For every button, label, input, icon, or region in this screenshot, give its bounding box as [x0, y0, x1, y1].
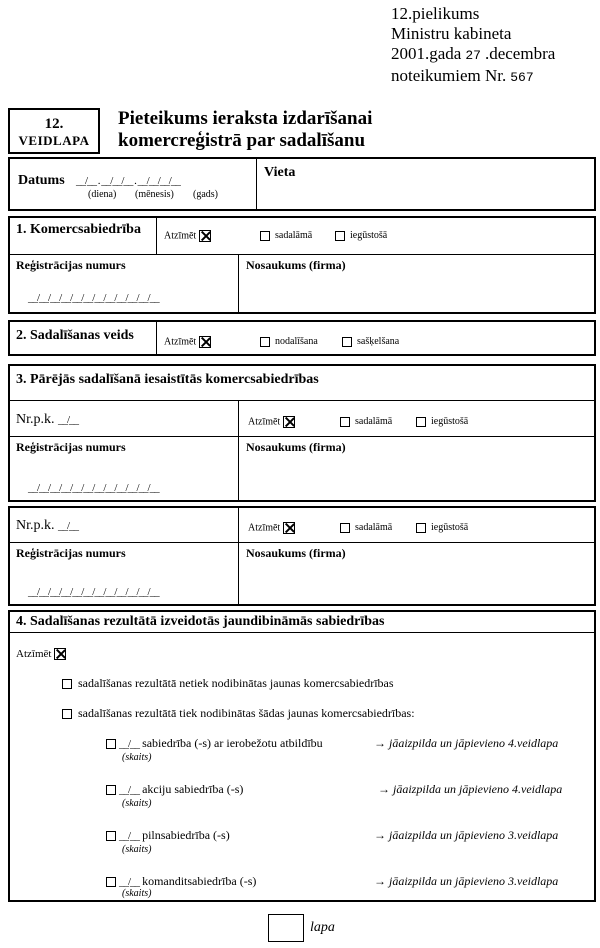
checkbox-icon[interactable]	[106, 785, 116, 795]
company-type-jsc[interactable]: __/__ akciju sabiedrība (-s)	[106, 782, 243, 797]
section-1-opt1[interactable]: sadalāmā	[260, 230, 312, 241]
header-date: 2001.gada 27 .decembra	[391, 44, 556, 63]
section-2	[8, 320, 596, 356]
checkbox-icon[interactable]	[106, 831, 116, 841]
section-3-reg-input[interactable]: __/__/__/__/__/__/__/__/__/__/__/__	[28, 482, 159, 494]
company-type-limited[interactable]: __/__ komanditsabiedrība (-s)	[106, 874, 256, 889]
company-type-llc[interactable]: __/__ sabiedrība (-s) ar ierobežotu atbildību	[106, 736, 323, 751]
section-3b-opt2[interactable]: iegūstošā	[416, 522, 468, 533]
checkbox-icon[interactable]	[416, 523, 426, 533]
marked-checkbox-icon	[54, 648, 66, 660]
checkbox-icon[interactable]	[260, 231, 270, 241]
section-1-mark: Atzīmēt	[164, 230, 211, 242]
section-3b-nr[interactable]: Nr.p.k. __/__	[16, 518, 79, 533]
checkbox-icon[interactable]	[342, 337, 352, 347]
checkbox-icon[interactable]	[340, 417, 350, 427]
section-3b-reg-input[interactable]: __/__/__/__/__/__/__/__/__/__/__/__	[28, 586, 159, 598]
place-label: Vieta	[264, 165, 296, 180]
page-number-box[interactable]	[268, 914, 304, 942]
action-general: → jāaizpilda un jāpievieno 3.veidlapa	[374, 828, 559, 842]
checkbox-icon[interactable]	[340, 523, 350, 533]
company-type-general[interactable]: __/__ pilnsabiedrība (-s)	[106, 828, 230, 843]
section-3b-reg-label: Reģistrācijas numurs	[16, 546, 126, 560]
section-3-opt2[interactable]: iegūstošā	[416, 416, 468, 427]
checkbox-icon[interactable]	[416, 417, 426, 427]
date-day-hint: (diena)	[88, 189, 117, 200]
section-3-mark: Atzīmēt	[248, 416, 295, 428]
marked-checkbox-icon	[283, 522, 295, 534]
header-rules: noteikumiem Nr. 567	[391, 66, 534, 85]
form-label: VEIDLAPA	[18, 133, 90, 148]
section-1-reg-input[interactable]: __/__/__/__/__/__/__/__/__/__/__/__	[28, 292, 159, 304]
appendix-header	[391, 4, 555, 88]
section-3	[8, 364, 596, 502]
checkbox-icon[interactable]	[62, 709, 72, 719]
marked-checkbox-icon	[283, 416, 295, 428]
section-4-opt2[interactable]: sadalīšanas rezultātā tiek nodibinātas šādas jaunas komercsabiedrības:	[62, 706, 415, 721]
form-title	[118, 108, 372, 152]
count-hint: (skaits)	[122, 752, 152, 763]
section-2-mark: Atzīmēt	[164, 336, 211, 348]
form-number: 12.	[44, 116, 64, 132]
date-month-hint: (mēnesis)	[135, 189, 174, 200]
page-label: lapa	[310, 920, 335, 935]
section-1-opt2[interactable]: iegūstošā	[335, 230, 387, 241]
marked-checkbox-icon	[199, 336, 211, 348]
checkbox-icon[interactable]	[106, 877, 116, 887]
action-llc: → jāaizpilda un jāpievieno 4.veidlapa	[374, 736, 559, 750]
action-limited: → jāaizpilda un jāpievieno 3.veidlapa	[374, 874, 559, 888]
header-line2: Ministru kabineta	[391, 24, 512, 43]
marked-checkbox-icon	[199, 230, 211, 242]
section-2-opt1[interactable]: nodalīšana	[260, 336, 318, 347]
section-3-reg-label: Reģistrācijas numurs	[16, 440, 126, 454]
section-1-title: 1. Komercsabiedrība	[16, 222, 141, 237]
section-1-reg-label: Reģistrācijas numurs	[16, 258, 126, 272]
checkbox-icon[interactable]	[260, 337, 270, 347]
section-3b-opt1[interactable]: sadalāmā	[340, 522, 392, 533]
form-title-line2: komercreģistrā par sadalīšanu	[118, 130, 366, 151]
section-4-title: 4. Sadalīšanas rezultātā izveidotās jaundibināmās sabiedrības	[16, 614, 385, 629]
section-2-title: 2. Sadalīšanas veids	[16, 328, 134, 343]
date-label: Datums	[18, 173, 65, 188]
section-3-nr[interactable]: Nr.p.k. __/__	[16, 412, 79, 427]
section-4-opt1[interactable]: sadalīšanas rezultātā netiek nodibinātas jaunas komercsabiedrības	[62, 676, 394, 691]
date-field[interactable]: __/__ . __/__/__ . __/__/__/__	[76, 175, 180, 187]
section-1-name-label: Nosaukums (firma)	[246, 258, 346, 272]
checkbox-icon[interactable]	[106, 739, 116, 749]
header-line1: 12.pielikums	[391, 4, 480, 23]
section-3-title: 3. Pārējās sadalīšanā iesaistītās komercsabiedrības	[16, 372, 319, 387]
section-2-opt2[interactable]: sašķelšana	[342, 336, 399, 347]
section-3-opt1[interactable]: sadalāmā	[340, 416, 392, 427]
count-hint: (skaits)	[122, 844, 152, 855]
section-3b-mark: Atzīmēt	[248, 522, 295, 534]
form-title-line1: Pieteikums ieraksta izdarīšanai	[118, 108, 373, 129]
date-year-hint: (gads)	[193, 189, 218, 200]
section-3b-name-label: Nosaukums (firma)	[246, 546, 346, 560]
count-hint: (skaits)	[122, 798, 152, 809]
section-3-name-label: Nosaukums (firma)	[246, 440, 346, 454]
count-hint: (skaits)	[122, 888, 152, 899]
section-4	[8, 610, 596, 902]
section-4-mark: Atzīmēt	[16, 648, 66, 660]
section-3-entry-2	[8, 506, 596, 606]
checkbox-icon[interactable]	[335, 231, 345, 241]
section-1	[8, 216, 596, 314]
date-section	[8, 157, 596, 211]
action-jsc: → jāaizpilda un jāpievieno 4.veidlapa	[378, 782, 563, 796]
checkbox-icon[interactable]	[62, 679, 72, 689]
form-number-box	[8, 108, 100, 154]
